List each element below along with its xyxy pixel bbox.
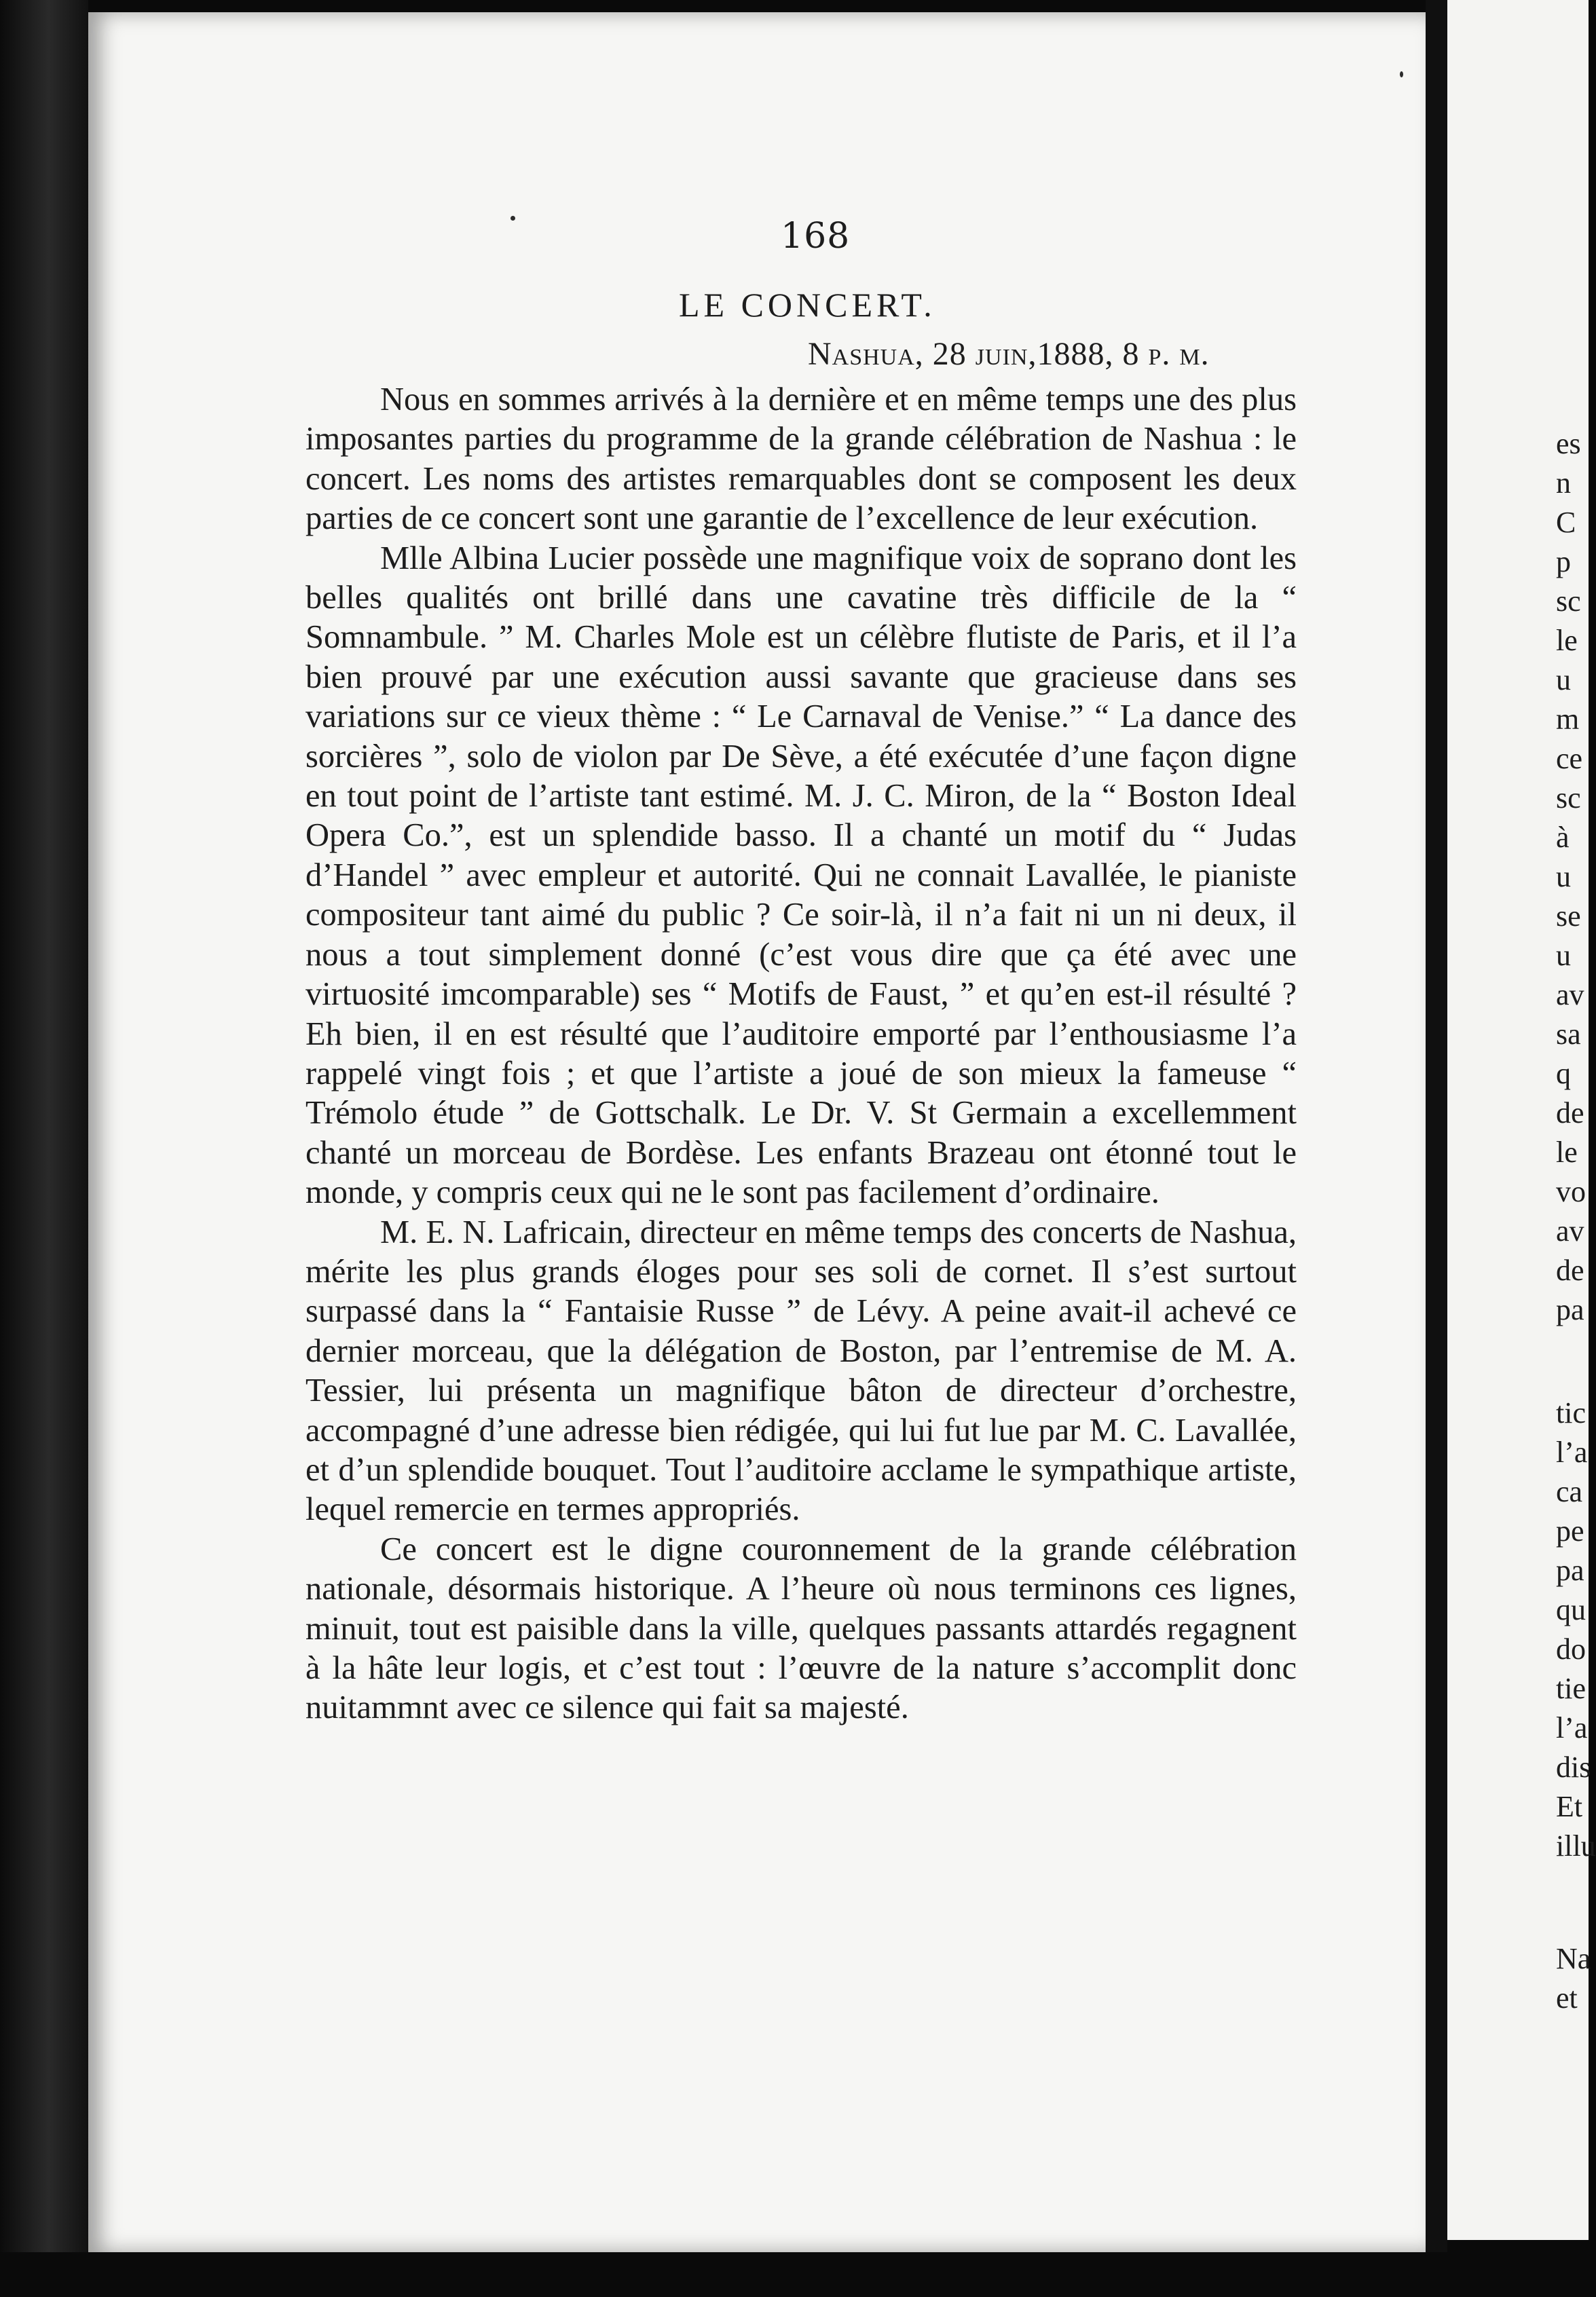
page-number: 168 <box>781 216 851 257</box>
page-gutter <box>1426 0 1447 2297</box>
facing-page-fragment: dis <box>1556 1751 1591 1784</box>
dateline: Nashua, 28 juin,1888, 8 p. m. <box>808 336 1210 372</box>
facing-page-fragment: av <box>1556 978 1584 1011</box>
facing-page-fragment: le <box>1556 1136 1578 1169</box>
facing-page-fragment: p <box>1556 545 1571 578</box>
facing-page-fragment: es <box>1556 427 1581 460</box>
facing-page-fragment: pe <box>1556 1514 1584 1548</box>
facing-page-fragment: do <box>1556 1632 1586 1666</box>
paragraph: Nous en sommes arrivés à la dernière et en même temps une des plus imposantes parties du programme de la grande célébration de Nashua : le concert. Les noms des artistes remarquables dont se composent les deux parties de ce concert sont une garantie de l’excellence de leur exécution. <box>305 381 1297 537</box>
facing-page-fragment: tie <box>1556 1672 1586 1705</box>
paragraph: M. E. N. Lafricain, directeur en même temps des concerts de Nashua, mérite les plus grands éloges pour ses soli de cornet. Il s’est surtout surpassé dans la “ Fantaisie Russe ” de Lévy. A peine avait-il achevé ce dernier morceau, que la délégation de Boston, par l’entremise de M. A. Tessier, lui présenta un magnifique bâton de directeur d’orchestre, accompagné d’une adresse bien rédigée, qui lui fut lue par M. C. Lavallée, et d’un splendide bouquet. Tout l’auditoire acclame le sympathique artiste, lequel remercie en termes appropriés. <box>305 1214 1297 1528</box>
paragraph: Mlle Albina Lucier possède une magnifique voix de soprano dont les belles qualités ont brillé dans une cavatine très difficile de la “ Somnambule. ” M. Charles Mole est un célèbre flutiste de Paris, et il l’a bien prouvé par une exécution aussi savante que gracieuse dans ses variations sur ce vieux thème : “ Le Carnaval de Venise.” “ La dance des sorcières ”, solo de violon par De Sève, a été exécutée d’une façon digne en tout point de l’artiste tant estimé. M. J. C. Miron, de la “ Boston Ideal Opera Co.”, est un splendide basso. Il a chanté un motif du “ Judas d’Handel ” avec empleur et autorité. Qui ne connait Lavallée, le pianiste compositeur tant aimé du public ? Ce soir-là, il n’a fait ni un ni deux, il nous a tout simplement donné (c’est vous dire que ça été avec une virtuosité imcomparable) ses “ Motifs de Faust, ” et qu’en est-il résulté ? Eh bien, il en est résulté que l’auditoire emporté par l’enthousiasme l’a rappelé vingt fois ; et que l’artiste a joué de son mieux la fameuse “ Trémolo étude ” de Gottschalk. Le Dr. V. St Germain a excellemment chanté un morceau de Bordèse. Les enfants Brazeau ont étonné tout le monde, y compris ceux qui ne le sont pas facilement d’ordinaire. <box>305 540 1297 1211</box>
facing-page-fragment: illu <box>1556 1829 1596 1863</box>
facing-page-fragment: de <box>1556 1254 1584 1287</box>
scan-bottom-edge <box>0 2252 1589 2297</box>
facing-page-fragment: Et <box>1556 1790 1583 1823</box>
facing-page-fragment: qu <box>1556 1593 1586 1626</box>
article-title: LE CONCERT. <box>679 286 936 324</box>
article-body <box>305 380 1297 1728</box>
facing-page-fragment: ce <box>1556 742 1583 775</box>
facing-page-fragment: pa <box>1556 1554 1584 1587</box>
facing-page-fragment: m <box>1556 703 1580 736</box>
facing-page-fragment: vo <box>1556 1175 1586 1208</box>
facing-page-fragment: tic <box>1556 1396 1586 1430</box>
facing-page-fragment: et <box>1556 1981 1578 2015</box>
facing-page-fragment: q <box>1556 1057 1571 1090</box>
facing-page-fragment: le <box>1556 624 1578 657</box>
facing-page-fragment: u <box>1556 939 1571 972</box>
facing-page-fragment: sa <box>1556 1017 1581 1051</box>
facing-page-fragment: C <box>1556 506 1576 539</box>
facing-page-fragment: n <box>1556 466 1571 500</box>
paragraph: Ce concert est le digne couronnement de la grande célébration nationale, désormais historique. A l’heure où nous terminons ces lignes, minuit, tout est paisible dans la ville, quelques passants attardés regagnent à la hâte leur logis, et c’est tout : l’œuvre de la nature s’accomplit donc nuitammnt avec ce silence qui fait sa majesté. <box>305 1531 1297 1726</box>
facing-page-fragment: pa <box>1556 1293 1584 1326</box>
facing-page-fragment: se <box>1556 899 1581 933</box>
facing-page-fragment: à <box>1556 821 1570 854</box>
facing-page-fragment: u <box>1556 663 1571 696</box>
facing-page-fragment: l’a <box>1556 1711 1588 1744</box>
facing-page-fragment: ca <box>1556 1475 1583 1508</box>
facing-page-fragment: sc <box>1556 584 1581 618</box>
facing-page-fragment: de <box>1556 1096 1584 1129</box>
binding-edge <box>0 0 88 2297</box>
facing-page-fragment: l’a <box>1556 1436 1588 1469</box>
print-speck <box>511 216 515 221</box>
facing-page-fragment: Na <box>1556 1942 1591 1975</box>
facing-page-fragment: sc <box>1556 781 1581 815</box>
facing-page-fragment: av <box>1556 1214 1584 1248</box>
facing-page-fragment: u <box>1556 860 1571 893</box>
print-speck <box>1400 71 1403 77</box>
